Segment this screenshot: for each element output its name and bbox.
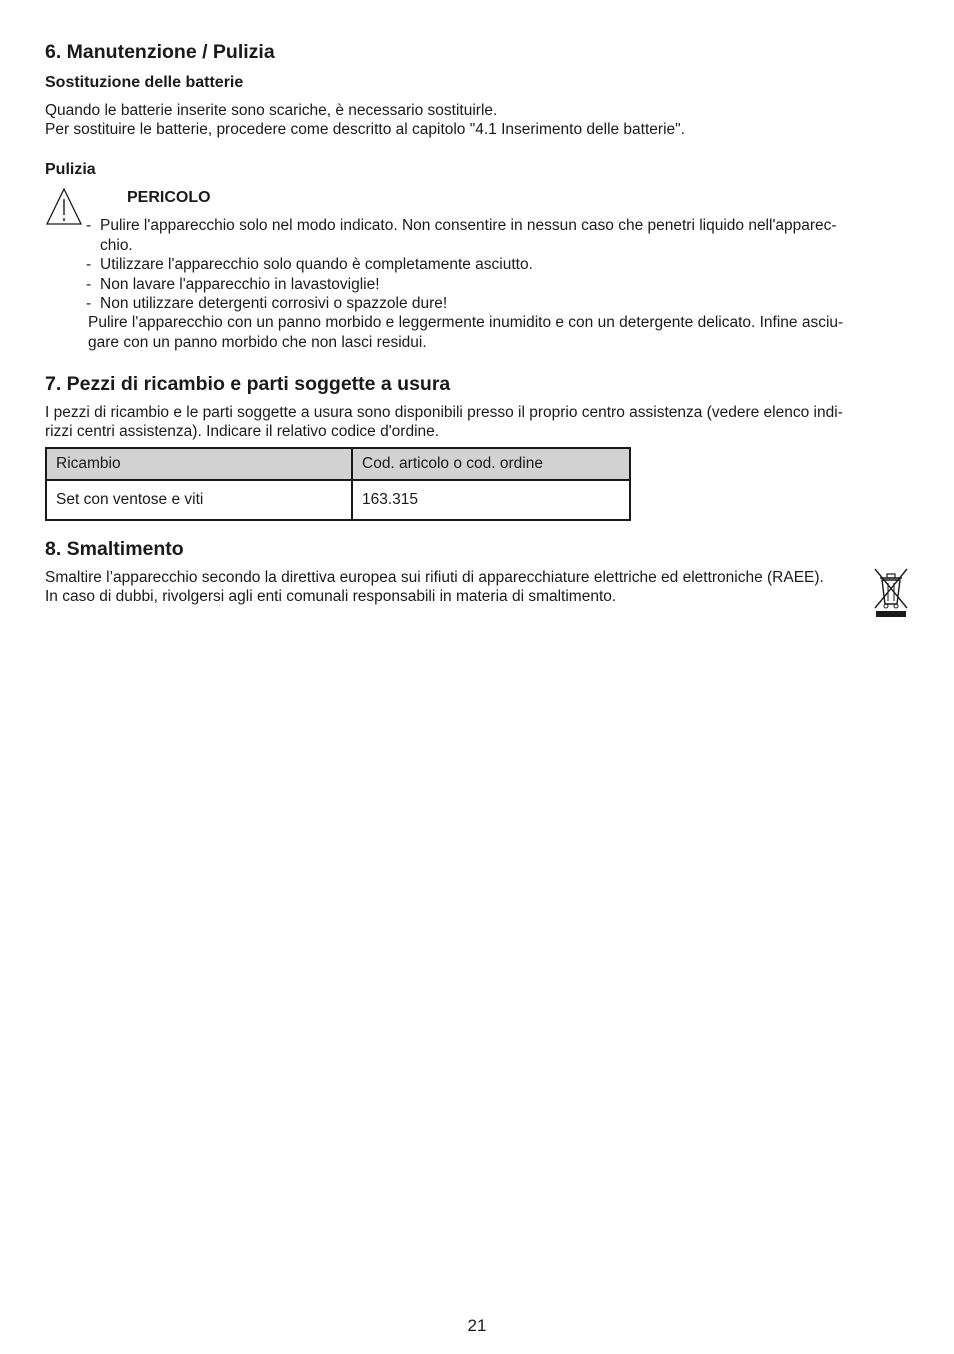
bullet-marker: - <box>86 256 92 273</box>
bullet-marker: - <box>86 217 92 234</box>
list-item-line: chio. <box>100 236 133 254</box>
page-number: 21 <box>467 1316 487 1335</box>
battery-line: Per sostituire le batterie, procedere come descritto al capitolo "4.1 Inserimento delle batterie". <box>45 121 685 138</box>
list-item-text <box>100 216 837 255</box>
table-cell: 163.315 <box>352 480 630 520</box>
crossed-bin-icon <box>872 566 910 618</box>
list-item-text: Utilizzare l'apparecchio solo quando è completamente asciutto. <box>100 256 533 273</box>
list-item <box>86 275 837 295</box>
battery-line: Quando le batterie inserite sono scariche, è necessario sostituirle. <box>45 102 498 119</box>
list-item-line: Pulire l'apparecchio solo nel modo indicato. Non consentire in nessun caso che penetri liquido nell'apparec- <box>100 217 837 234</box>
bullet-marker: - <box>86 275 92 293</box>
section-6-title: 6. Manutenzione / Pulizia <box>45 41 275 63</box>
warning-title: PERICOLO <box>127 189 211 206</box>
spare-parts-intro <box>45 403 843 441</box>
disposal-line: In caso di dubbi, rivolgersi agli enti comunali responsabili in materia di smaltimento. <box>45 588 617 605</box>
section-7-title: 7. Pezzi di ricambio e parti soggette a usura <box>45 373 451 395</box>
intro-line: rizzi centri assistenza). Indicare il relativo codice d'ordine. <box>45 423 440 440</box>
intro-line: I pezzi di ricambio e le parti soggette a usura sono disponibili presso il proprio centro assistenza (vedere elenco indi- <box>45 404 843 421</box>
battery-heading: Sostituzione delle batterie <box>45 74 244 91</box>
disposal-text <box>45 568 824 606</box>
list-item-text: Non lavare l'apparecchio in lavastoviglie! <box>100 275 380 293</box>
list-item <box>86 255 837 275</box>
cleaning-heading: Pulizia <box>45 161 96 178</box>
table-header-row <box>46 448 630 480</box>
table-header-cell: Ricambio <box>46 448 352 480</box>
note-line: Pulire l'apparecchio con un panno morbido e leggermente inumidito e con un detergente delicato. Infine asciu- <box>88 314 844 331</box>
warning-triangle-icon <box>45 187 83 226</box>
disposal-line: Smaltire l’apparecchio secondo la direttiva europea sui rifiuti di apparecchiature elettriche ed elettroniche (RAEE). <box>45 569 824 586</box>
spare-parts-table <box>45 447 631 521</box>
section-8-title: 8. Smaltimento <box>45 538 184 560</box>
battery-text <box>45 101 685 139</box>
table-cell: Set con ventose e viti <box>46 480 352 520</box>
list-item-text: Non utilizzare detergenti corrosivi o spazzole dure! <box>100 295 448 312</box>
table-row <box>46 480 630 520</box>
warning-list <box>86 216 837 314</box>
note-line: gare con un panno morbido che non lasci residui. <box>88 333 427 351</box>
cleaning-note <box>88 313 843 352</box>
list-item <box>86 294 837 314</box>
bullet-marker: - <box>86 295 92 312</box>
table-header-cell: Cod. articolo o cod. ordine <box>352 448 630 480</box>
list-item <box>86 216 837 255</box>
